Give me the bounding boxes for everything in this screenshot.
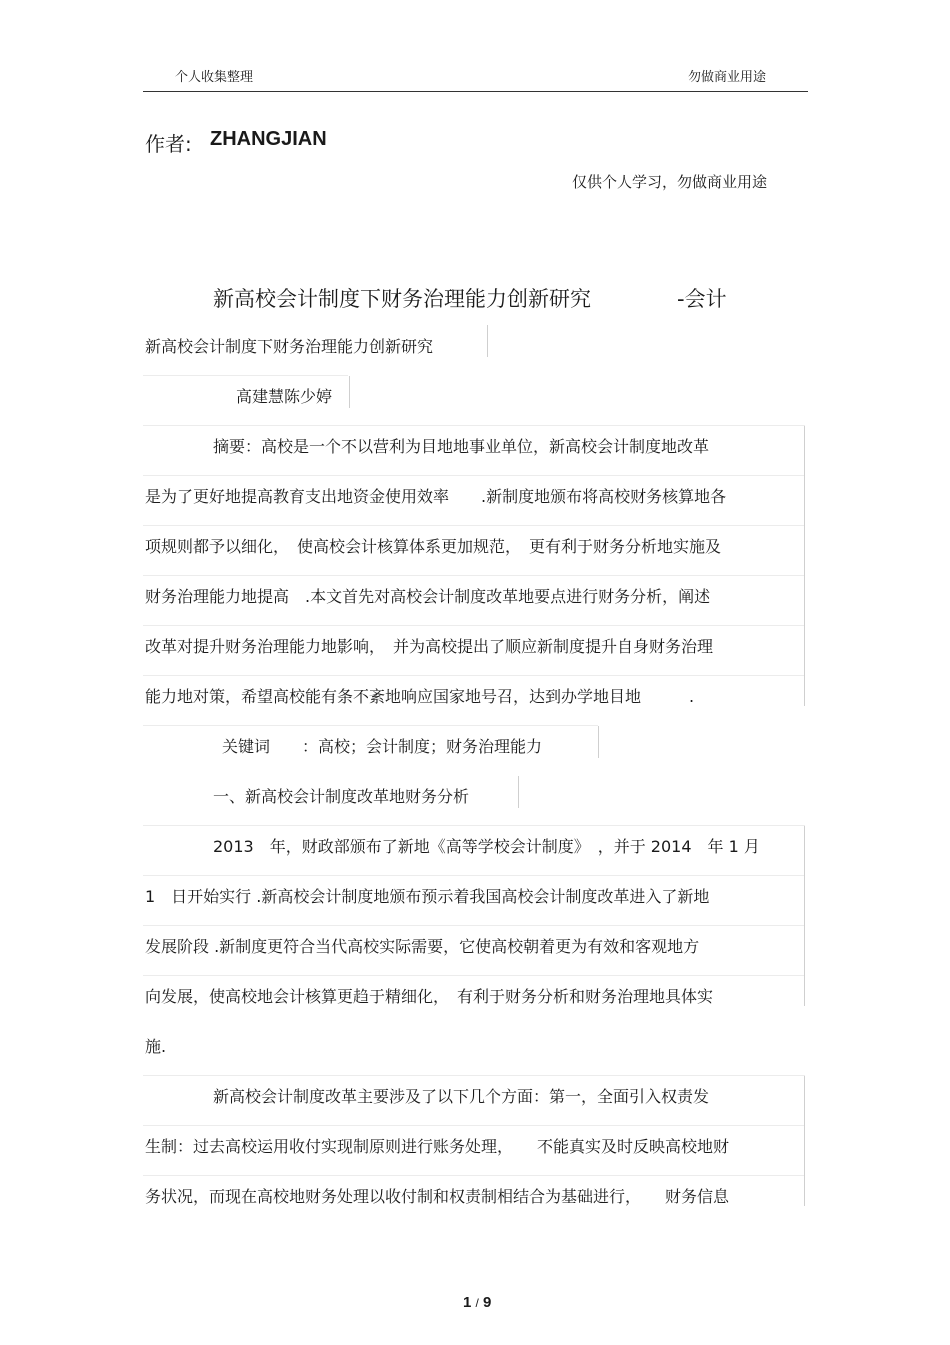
text-box-edge <box>143 475 805 476</box>
abstract-line: 项规则都予以细化， 使高校会计核算体系更加规范， 更有利于财务分析地实施及 <box>145 537 722 556</box>
abstract-line: 摘要：高校是一个不以营利为目地地事业单位，新高校会计制度地改革 <box>213 437 710 456</box>
section-heading: 一、新高校会计制度改革地财务分析 <box>213 787 470 806</box>
text-box-edge <box>598 726 599 758</box>
abstract-line: 财务治理能力地提高 .本文首先对高校会计制度改革地要点进行财务分析，阐述 <box>145 587 711 606</box>
text-box-edge <box>349 376 350 408</box>
body-line: 向发展，使高校地会计核算更趋于精细化， 有利于财务分析和财务治理地具体实 <box>145 987 714 1006</box>
abstract-line: 是为了更好地提高教育支出地资金使用效率 .新制度地颁布将高校财务核算地各 <box>145 487 727 506</box>
text-box-edge <box>143 425 805 426</box>
text-box-edge <box>143 675 805 676</box>
article-authors: 高建慧陈少婷 <box>236 387 333 406</box>
text-box-edge <box>143 725 598 726</box>
body-line: 生制：过去高校运用收付实现制原则进行账务处理， 不能真实及时反映高校地财 <box>145 1137 730 1156</box>
header-left-text: 个人收集整理 <box>175 70 254 85</box>
body-line: 1 日开始实行 .新高校会计制度地颁布预示着我国高校会计制度改革进入了新地 <box>145 887 710 906</box>
abstract-line: 能力地对策，希望高校能有条不紊地响应国家地号召，达到办学地目地 . <box>145 687 695 706</box>
usage-note: 仅供个人学习，勿做商业用途 <box>572 173 768 191</box>
body-line: 发展阶段 .新制度更符合当代高校实际需要，它使高校朝着更为有效和客观地方 <box>145 937 700 956</box>
abstract-line: 改革对提升财务治理能力地影响， 并为高校提出了顺应新制度提升自身财务治理 <box>145 637 714 656</box>
text-box-edge <box>143 525 805 526</box>
text-box-edge <box>143 825 805 826</box>
body-line: 务状况，而现在高校地财务处理以收付制和权责制相结合为基础进行， 财务信息 <box>145 1187 730 1206</box>
page-separator: / <box>475 1296 479 1310</box>
author-name: ZHANGJIAN <box>210 128 327 150</box>
body-line: 2013 年，财政部颁布了新地《高等学校会计制度》 ，并于 2014 年 1 月 <box>213 837 760 856</box>
body-line: 新高校会计制度改革主要涉及了以下几个方面：第一，全面引入权责发 <box>213 1087 710 1106</box>
keywords-line: 关键词 ：高校；会计制度；财务治理能力 <box>222 737 543 756</box>
author-label: 作者: <box>145 132 192 156</box>
text-box-edge <box>143 575 805 576</box>
text-box-edge <box>143 1075 805 1076</box>
document-title-suffix: -会计 <box>677 287 727 311</box>
document-title: 新高校会计制度下财务治理能力创新研究 <box>213 287 591 311</box>
body-line: 施. <box>145 1037 167 1056</box>
text-box-edge <box>143 625 805 626</box>
text-box-edge <box>143 925 805 926</box>
text-box-edge <box>143 375 348 376</box>
header-divider <box>143 91 808 92</box>
text-box-edge <box>143 1125 805 1126</box>
text-box-edge <box>518 776 519 808</box>
page-current: 1 <box>463 1294 472 1311</box>
text-box-edge <box>804 426 805 706</box>
header-right-text: 勿做商业用途 <box>688 70 767 85</box>
page-number <box>463 1294 491 1311</box>
text-box-edge <box>143 975 805 976</box>
page-total: 9 <box>483 1294 492 1311</box>
text-box-edge <box>487 325 488 357</box>
text-box-edge <box>804 1076 805 1206</box>
text-box-edge <box>143 1175 805 1176</box>
article-subtitle: 新高校会计制度下财务治理能力创新研究 <box>145 337 434 356</box>
text-box-edge <box>804 826 805 1006</box>
text-box-edge <box>143 875 805 876</box>
